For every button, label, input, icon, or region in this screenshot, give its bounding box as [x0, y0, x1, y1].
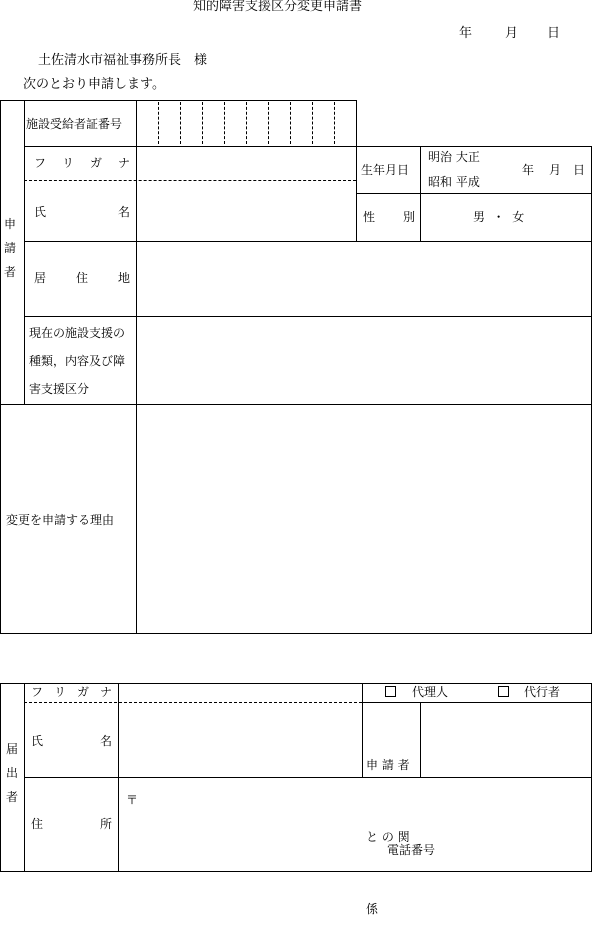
- reason-field[interactable]: [137, 405, 590, 633]
- phone-field[interactable]: [444, 840, 590, 870]
- addressee: 土佐清水市福祉事務所長 様: [38, 53, 208, 68]
- postal-mark: 〒: [126, 793, 139, 807]
- birth-month-label: 月: [549, 163, 562, 177]
- relation-label: 申 請 者 と の 関 係: [366, 758, 410, 916]
- applicant-furigana-label: フ リ ガ ナ: [34, 156, 130, 170]
- birth-day-label: 日: [573, 163, 586, 177]
- address-field[interactable]: [119, 778, 590, 840]
- date-year-label: 年: [459, 26, 473, 41]
- intro-text: 次のとおり申請します。: [23, 77, 165, 92]
- cert-number-label: 施設受給者証番号: [26, 117, 123, 131]
- applicant-furigana-field[interactable]: [137, 147, 355, 180]
- current-support-field[interactable]: [137, 317, 590, 404]
- agent-checkbox[interactable]: [385, 686, 396, 697]
- residence-label: 居 住 地: [34, 271, 130, 285]
- birth-year-label: 年: [522, 163, 535, 177]
- document-title: 知的障害支援区分変更申請書: [193, 0, 363, 14]
- current-support-label: 現在の施設支援の 種類，内容及び障 害支援区分: [29, 326, 126, 396]
- notifier-furigana-label: フ リ ガ ナ: [31, 685, 112, 699]
- notifier-name-field[interactable]: [119, 703, 361, 777]
- cert-number-field[interactable]: [137, 101, 355, 146]
- notifier-section-label: 届 出 者: [5, 742, 18, 804]
- date-month-label: 月: [505, 26, 519, 41]
- reason-label: 変更を申請する理由: [6, 513, 115, 527]
- era-showa-heisei[interactable]: 昭和 平成: [428, 175, 480, 189]
- applicant-name-field[interactable]: [137, 181, 355, 241]
- sex-label: 性 別: [363, 210, 415, 224]
- address-label: 住 所: [31, 817, 112, 831]
- notifier-name-label: 氏 名: [31, 734, 112, 748]
- proxy-checkbox[interactable]: [498, 686, 509, 697]
- notifier-furigana-field[interactable]: [119, 684, 361, 702]
- phone-label: 電話番号: [387, 843, 436, 857]
- agent-option-label: 代理人: [412, 685, 449, 699]
- birth-date-label: 生年月日: [361, 163, 410, 177]
- era-meiji-taisho[interactable]: 明治 大正: [428, 150, 480, 164]
- relation-field[interactable]: [421, 703, 590, 777]
- proxy-option-label: 代行者: [524, 685, 561, 699]
- residence-field[interactable]: [137, 242, 590, 316]
- sex-options[interactable]: 男 ・ 女: [473, 210, 525, 224]
- date-day-label: 日: [547, 26, 561, 41]
- applicant-name-label: 氏 名: [34, 205, 130, 219]
- applicant-section-label: 申 請 者: [3, 217, 16, 279]
